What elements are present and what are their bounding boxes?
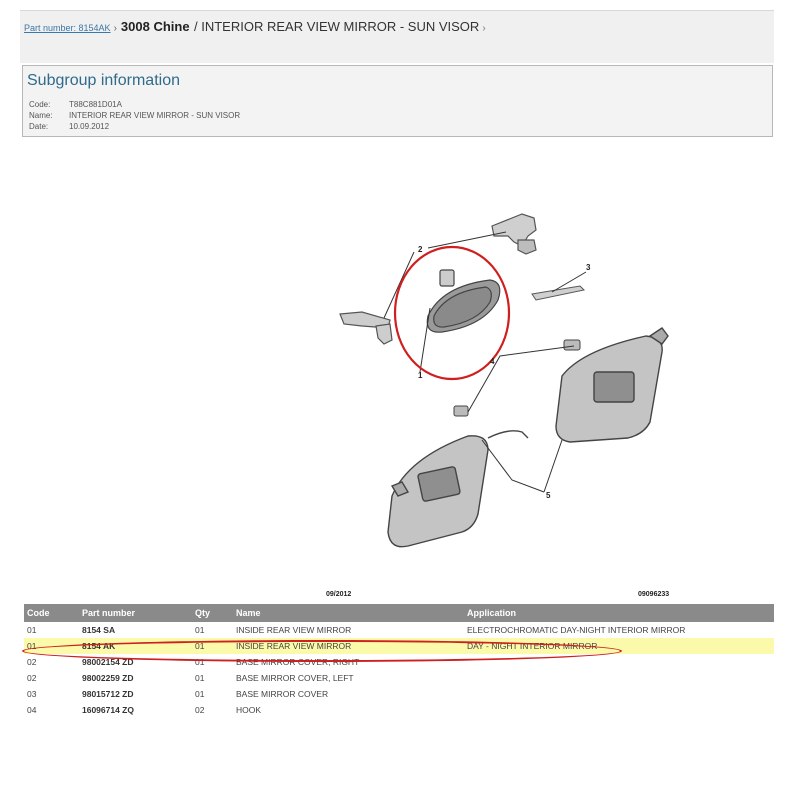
row-part-number[interactable]: 98002259 ZD [82, 673, 134, 683]
row-name: INSIDE REAR VIEW MIRROR [236, 625, 352, 635]
callout-2: 2 [418, 245, 423, 254]
breadcrumb [24, 18, 486, 36]
breadcrumb-chevron-icon: › [482, 23, 486, 34]
row-qty: 01 [192, 638, 233, 654]
table-row[interactable] [24, 686, 774, 702]
row-qty: 01 [195, 673, 205, 683]
date-value: 10.09.2012 [69, 122, 110, 131]
header-part-number[interactable]: Part number [79, 604, 192, 622]
row-code: 01 [24, 638, 79, 654]
table-row-highlighted[interactable] [24, 638, 774, 654]
subgroup-info-panel [22, 65, 773, 137]
row-part-number[interactable]: 98002154 ZD [82, 657, 134, 667]
header-name[interactable]: Name [233, 604, 464, 622]
callout-4: 4 [490, 357, 495, 366]
name-label: Name: [29, 111, 53, 120]
code-label: Code: [29, 100, 51, 109]
subgroup-heading: Subgroup information [27, 72, 180, 89]
row-application [464, 670, 774, 686]
row-application: ELECTROCHROMATIC DAY-NIGHT INTERIOR MIRROR [467, 625, 686, 635]
row-qty: 01 [195, 657, 205, 667]
name-value: INTERIOR REAR VIEW MIRROR - SUN VISOR [69, 111, 241, 120]
subgroup-date-line [29, 122, 109, 134]
parts-table [24, 604, 774, 718]
row-code: 04 [27, 705, 37, 715]
breadcrumb-bar [20, 10, 774, 63]
breadcrumb-title: / INTERIOR REAR VIEW MIRROR - SUN VISOR [194, 19, 480, 34]
row-part-number[interactable]: 8154 AK [79, 638, 192, 654]
row-code: 03 [27, 689, 37, 699]
row-part-number[interactable]: 8154 SA [82, 625, 116, 635]
left-sun-visor [388, 431, 528, 547]
breadcrumb-part-link[interactable]: Part number: 8154AK [24, 23, 111, 33]
row-code: 02 [27, 673, 37, 683]
diagram-ref-number: 09096233 [638, 591, 670, 598]
row-part-number[interactable]: 16096714 ZQ [82, 705, 134, 715]
row-qty: 02 [195, 705, 205, 715]
row-name: HOOK [236, 705, 262, 715]
row-name: INSIDE REAR VIEW MIRROR [233, 638, 464, 654]
row-application [464, 702, 774, 718]
exploded-view-illustration [22, 140, 773, 600]
row-code: 02 [27, 657, 37, 667]
row-name: BASE MIRROR COVER, RIGHT [236, 657, 360, 667]
row-application [464, 686, 774, 702]
table-row[interactable] [24, 622, 774, 638]
row-name: BASE MIRROR COVER [236, 689, 329, 699]
table-header-row [24, 604, 774, 622]
table-row[interactable] [24, 670, 774, 686]
row-qty: 01 [195, 625, 205, 635]
table-row[interactable] [24, 702, 774, 718]
callout-1: 1 [418, 371, 423, 380]
callout-3: 3 [586, 263, 591, 272]
breadcrumb-separator: › [113, 23, 117, 34]
header-code[interactable]: Code [24, 604, 79, 622]
breadcrumb-model: 3008 Chine [120, 19, 190, 34]
row-code: 01 [27, 625, 37, 635]
callout-5: 5 [546, 491, 551, 500]
row-application: DAY - NIGHT INTERIOR MIRROR [464, 638, 774, 654]
header-qty[interactable]: Qty [192, 604, 233, 622]
table-row[interactable] [24, 654, 774, 670]
row-qty: 01 [195, 689, 205, 699]
diagram-date-stamp: 09/2012 [326, 591, 352, 598]
date-label: Date: [29, 122, 49, 131]
header-application[interactable]: Application [464, 604, 774, 622]
row-part-number[interactable]: 98015712 ZD [82, 689, 134, 699]
code-value: T88C881D01A [69, 100, 122, 109]
rear-view-mirror [427, 270, 500, 332]
parts-diagram [22, 140, 773, 600]
row-name: BASE MIRROR COVER, LEFT [236, 673, 354, 683]
row-application [464, 654, 774, 670]
